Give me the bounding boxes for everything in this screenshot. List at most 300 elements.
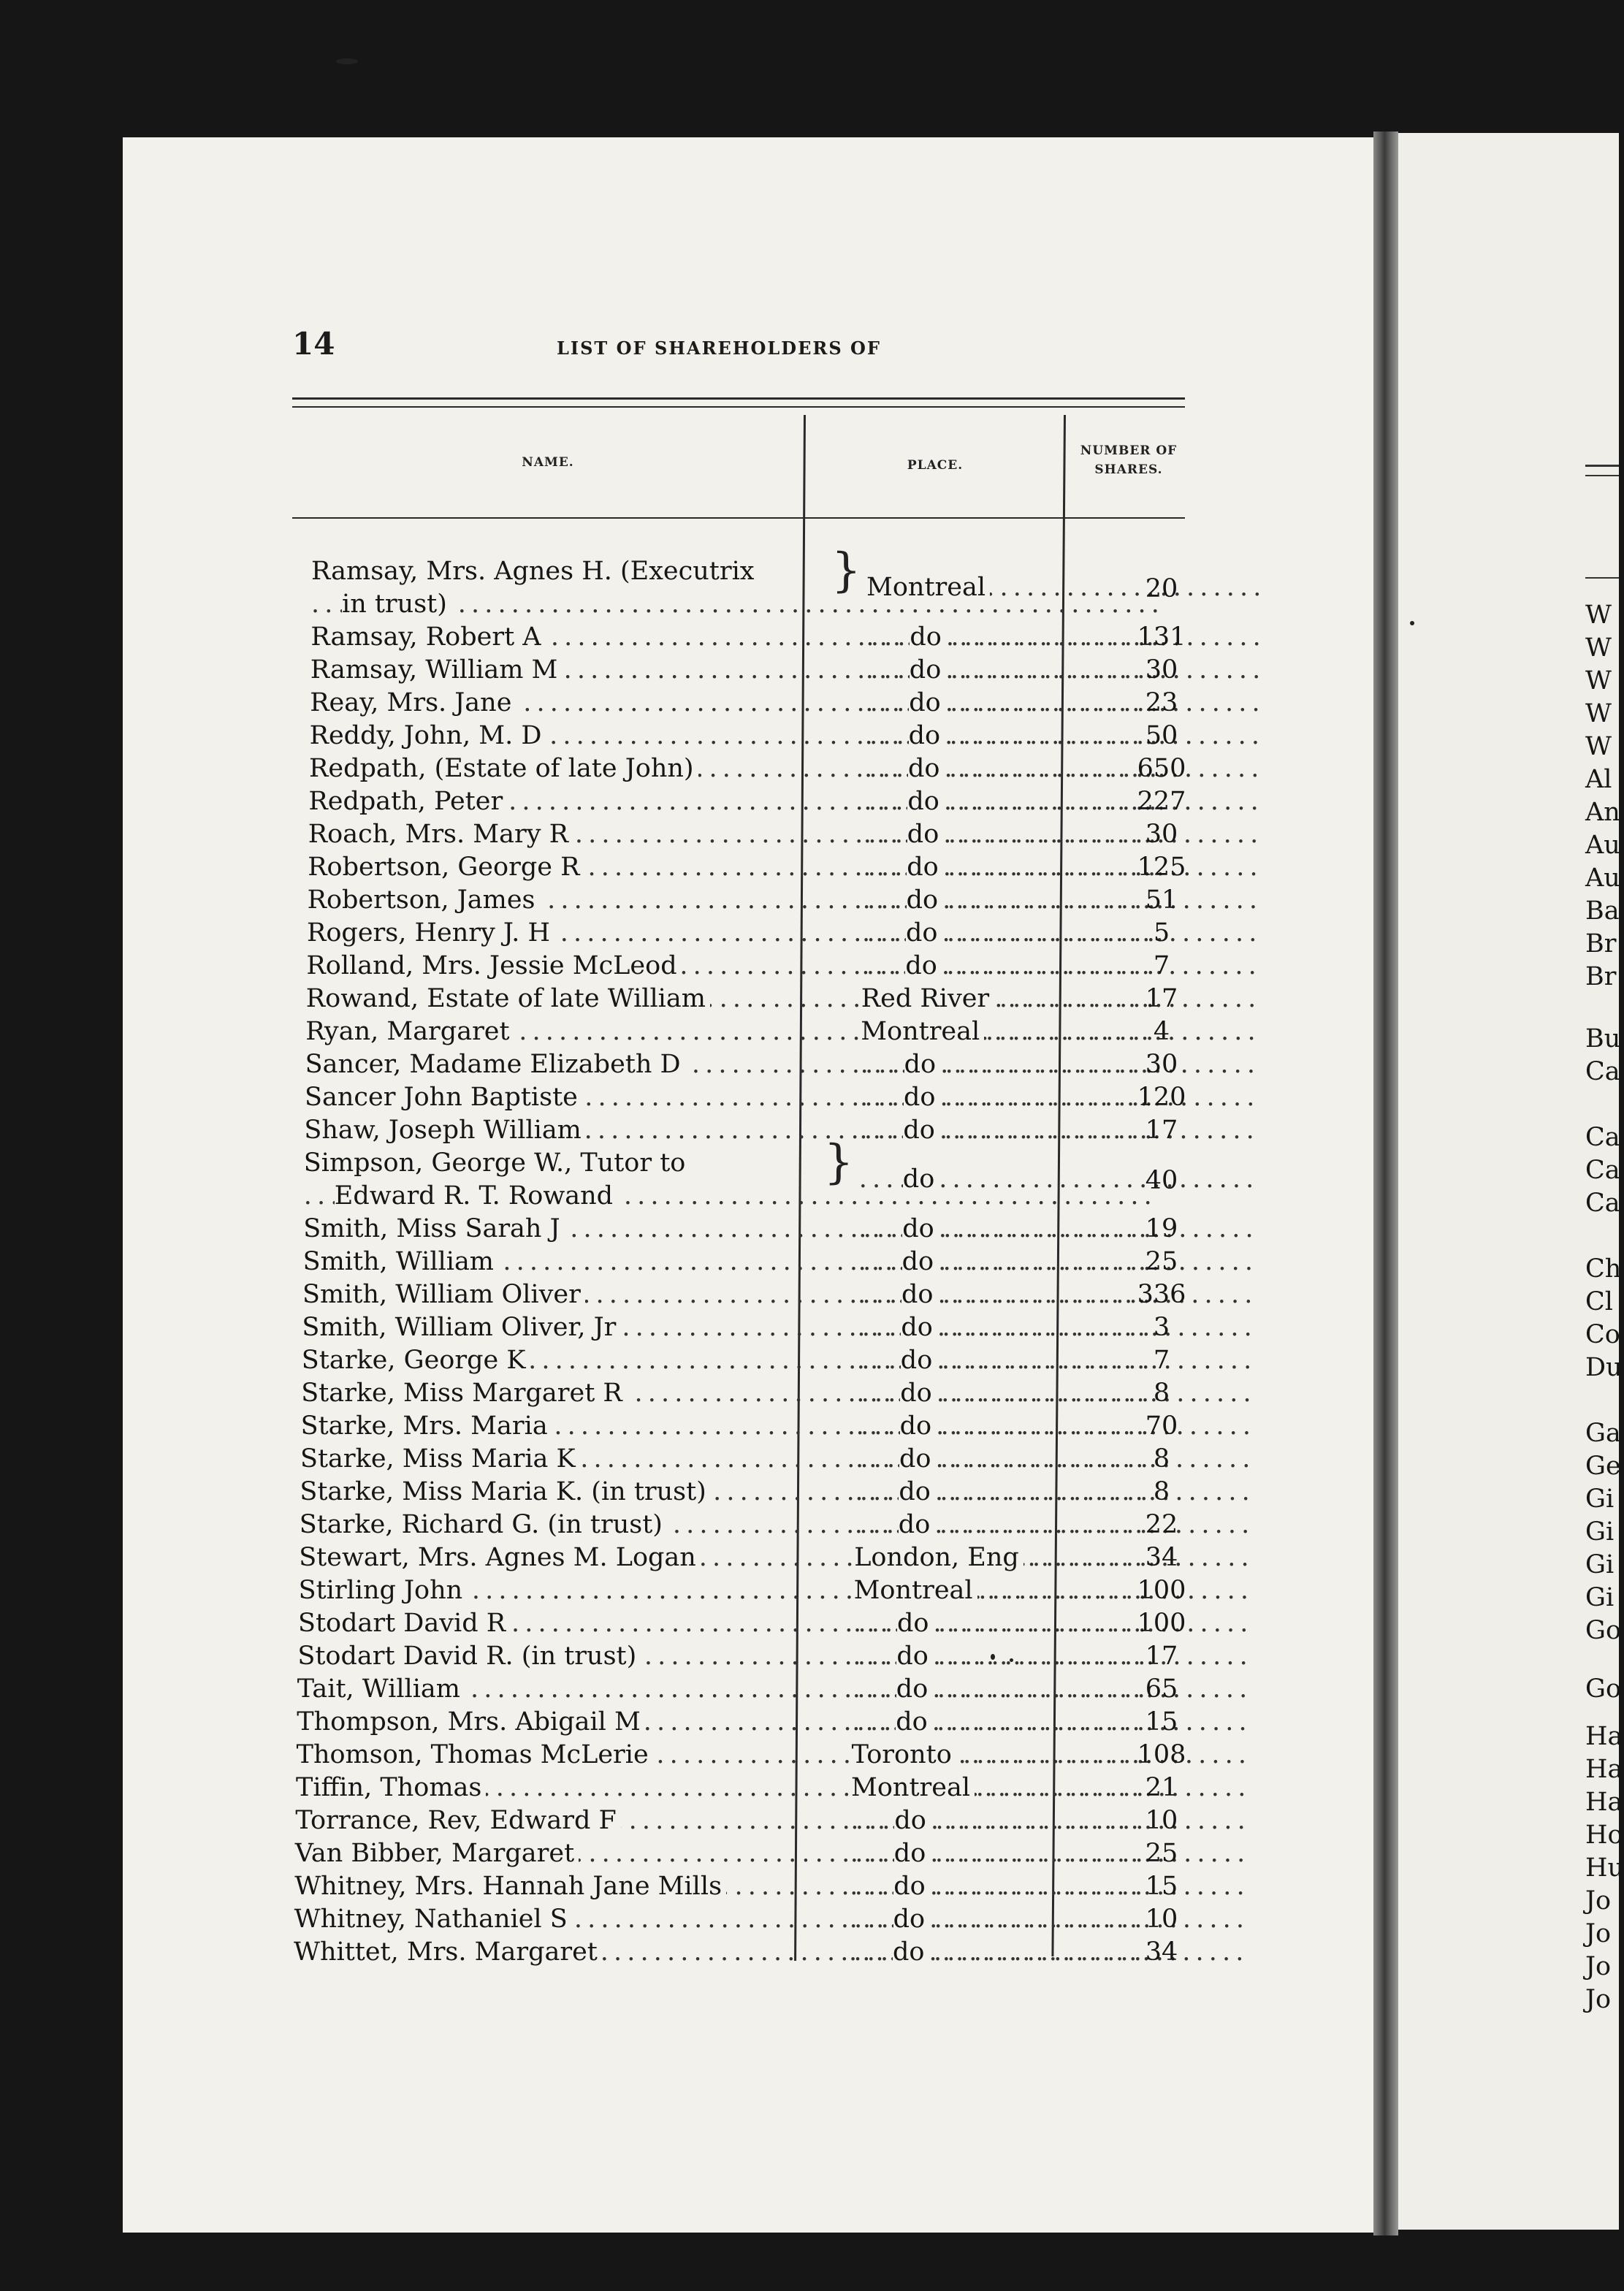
shareholder-name-text: Rolland, Mrs. Jessie McLeod <box>306 951 681 980</box>
table-row <box>301 1410 1251 1443</box>
shareholder-shares: 131 <box>1137 622 1186 652</box>
shareholder-shares: 19 <box>1145 1214 1178 1243</box>
shareholder-name <box>301 1377 836 1410</box>
shareholder-place-text: do <box>901 1346 937 1375</box>
shareholder-name-text: Stewart, Mrs. Agnes M. Logan <box>299 1543 701 1572</box>
shareholder-place <box>857 1311 1105 1344</box>
table-row <box>304 1114 1254 1147</box>
column-header-shares-line1: NUMBER OF <box>1080 443 1178 458</box>
shareholder-name-text: Thomson, Thomas McLerie <box>297 1740 653 1769</box>
shareholder-place <box>857 1344 1105 1377</box>
shareholder-name-text: Sancer, Madame Elizabeth D <box>305 1050 685 1079</box>
shareholder-name <box>306 983 841 1015</box>
facing-page-fragment: Ge <box>1585 1452 1621 1481</box>
running-head: LIST OF SHAREHOLDERS OF <box>557 338 881 359</box>
shareholder-name-text: Smith, William Oliver, Jr <box>302 1313 620 1342</box>
shareholder-name-text: Whitney, Mrs. Hannah Jane Mills <box>294 1872 726 1901</box>
shareholder-name-text: Starke, Mrs. Maria <box>301 1411 552 1441</box>
shareholder-name <box>302 1278 837 1311</box>
shareholder-shares: 30 <box>1145 1050 1178 1079</box>
shareholder-shares: 65 <box>1145 1674 1178 1704</box>
facing-page-fragment: Au <box>1585 831 1620 860</box>
shareholder-place <box>854 1541 1102 1574</box>
shareholder-shares: 23 <box>1145 688 1178 717</box>
shareholder-shares: 108 <box>1137 1740 1186 1769</box>
shareholder-place <box>861 1015 1109 1048</box>
column-header-name: NAME. <box>522 455 574 470</box>
shareholder-place-text: London, Eng <box>854 1543 1023 1572</box>
shareholder-shares: 51 <box>1145 885 1178 915</box>
facing-page-fragment: Jo <box>1585 1919 1612 1948</box>
shareholder-shares: 34 <box>1145 1543 1178 1572</box>
facing-page-fragment: Co <box>1585 1320 1620 1349</box>
column-header-shares <box>1067 441 1191 479</box>
facing-page-fragment: Ca <box>1585 1189 1620 1218</box>
table-row <box>308 884 1257 917</box>
book-gutter <box>1373 131 1398 2235</box>
shareholder-place-text: do <box>907 787 943 816</box>
shareholder-shares: 15 <box>1145 1707 1178 1737</box>
shareholder-name-text: Tiffin, Thomas <box>296 1773 486 1802</box>
shareholder-shares: 50 <box>1145 721 1178 750</box>
top-double-rule-upper <box>292 397 1185 400</box>
shareholder-name-text: Van Bibber, Margaret <box>295 1839 579 1868</box>
shareholder-shares: 5 <box>1153 918 1170 948</box>
facing-page-fragment: W <box>1585 633 1612 663</box>
shareholder-place <box>852 1739 1100 1772</box>
facing-page-fragment: An <box>1585 798 1620 827</box>
shareholder-name <box>309 752 844 785</box>
shareholder-name-text: Starke, Miss Maria K <box>300 1444 580 1474</box>
table-row <box>300 1443 1250 1476</box>
shareholder-shares: 30 <box>1145 655 1178 685</box>
shareholder-name <box>307 917 842 950</box>
table-row <box>302 1278 1252 1311</box>
shareholder-place-text: Red River <box>861 984 994 1013</box>
facing-page-fragment: Br <box>1585 962 1617 991</box>
shareholder-name <box>294 1903 829 1936</box>
shareholder-place-text: do <box>899 1510 934 1539</box>
shareholder-name-text: Rogers, Henry J. H <box>307 918 554 948</box>
shareholder-place-text: do <box>902 1247 938 1276</box>
shareholder-place <box>866 621 1114 654</box>
shareholder-shares: 650 <box>1137 754 1186 783</box>
table-row <box>311 544 1261 621</box>
shareholder-place <box>850 1870 1098 1903</box>
shareholder-name <box>302 1311 836 1344</box>
shareholder-shares: 227 <box>1137 787 1186 816</box>
shareholder-shares: 40 <box>1145 1166 1178 1195</box>
shareholder-place <box>865 687 1113 720</box>
brace-glyph: } <box>831 544 861 598</box>
shareholder-name <box>308 884 842 917</box>
shareholder-name <box>305 1048 840 1081</box>
shareholder-place-text: do <box>909 721 945 750</box>
shareholder-shares: 7 <box>1153 1346 1170 1375</box>
shareholder-name-line2: Edward R. T. Rowand <box>335 1181 617 1211</box>
table-row <box>308 785 1258 818</box>
shareholder-shares: 21 <box>1145 1773 1178 1802</box>
facing-page-fragment: Cl <box>1585 1287 1613 1316</box>
shareholder-shares: 17 <box>1145 1642 1178 1671</box>
shareholder-name-line1: Ramsay, Mrs. Agnes H. (Executrix <box>311 557 759 586</box>
facing-page-fragment: Ba <box>1585 896 1620 926</box>
shareholder-place <box>864 785 1112 818</box>
shareholder-place <box>866 571 1115 604</box>
table-row <box>305 1048 1255 1081</box>
shareholder-place-text: do <box>900 1379 936 1408</box>
shareholder-shares: 125 <box>1137 853 1186 882</box>
shareholder-shares: 4 <box>1153 1017 1170 1046</box>
shareholder-place <box>856 1377 1105 1410</box>
facing-page-fragment: Gi <box>1585 1484 1615 1514</box>
table-row <box>310 687 1259 720</box>
top-double-rule-lower <box>292 406 1185 408</box>
table-row <box>295 1804 1245 1837</box>
shareholder-name-text: Sancer John Baptiste <box>305 1083 582 1112</box>
shareholder-place <box>866 654 1114 687</box>
shareholder-place-text: Montreal <box>854 1576 977 1605</box>
facing-page-fragment: Ch <box>1585 1254 1622 1284</box>
facing-page-fragment: Go <box>1585 1616 1622 1645</box>
shareholder-place-text: do <box>910 655 945 685</box>
shareholder-place <box>864 818 1112 851</box>
shareholder-place-text: do <box>909 688 945 717</box>
shareholder-name-text: Stodart David R. (in trust) <box>297 1642 641 1671</box>
facing-page-fragment: W <box>1585 666 1612 695</box>
shareholder-name <box>308 818 843 851</box>
shareholder-place <box>854 1574 1102 1607</box>
table-row <box>296 1772 1246 1804</box>
shareholder-place <box>859 1114 1108 1147</box>
shareholder-place <box>858 1246 1107 1278</box>
table-row <box>310 720 1259 752</box>
shareholder-place-text: Montreal <box>861 1017 984 1046</box>
table-row <box>310 621 1260 654</box>
shareholder-shares: 34 <box>1145 1937 1178 1967</box>
facing-page-fragment: Hu <box>1585 1853 1624 1883</box>
shareholder-name-text: Starke, George K <box>302 1346 530 1375</box>
table-row <box>306 950 1256 983</box>
shareholder-name <box>303 1213 838 1246</box>
table-row <box>302 1344 1251 1377</box>
table-row <box>310 654 1260 687</box>
shareholder-place-text: do <box>894 1839 930 1868</box>
table-row <box>300 1509 1249 1541</box>
shareholder-shares: 8 <box>1153 1444 1170 1474</box>
facing-page-fragment: Bu <box>1585 1024 1621 1053</box>
shareholder-name <box>303 1246 838 1278</box>
shareholder-shares: 7 <box>1153 951 1170 980</box>
shareholder-name <box>304 1147 839 1213</box>
shareholder-place-text: do <box>901 1280 937 1309</box>
table-row <box>308 851 1257 884</box>
table-row <box>294 1870 1244 1903</box>
shareholder-name-text: Reay, Mrs. Jane <box>310 688 516 717</box>
shareholder-place-text: do <box>910 622 945 652</box>
shareholder-place-text: do <box>896 1674 932 1704</box>
facing-page-fragment: W <box>1585 732 1612 761</box>
shareholder-name <box>297 1706 831 1739</box>
shareholder-name-text: Roach, Mrs. Mary R <box>308 820 573 849</box>
shareholder-place <box>860 1081 1108 1114</box>
shareholder-name <box>295 1804 830 1837</box>
paper-speck <box>1410 621 1414 625</box>
table-row <box>309 752 1259 785</box>
shareholder-place-text: do <box>907 820 943 849</box>
shareholder-place-text: do <box>896 1707 931 1737</box>
shareholder-name <box>310 621 845 654</box>
shareholder-name-text: Redpath, (Estate of late John) <box>309 754 698 783</box>
shareholder-place <box>849 1936 1097 1969</box>
shareholder-place <box>856 1410 1105 1443</box>
shareholder-name-text: Whitney, Nathaniel S <box>294 1905 572 1934</box>
facing-page-fragment: Jo <box>1585 1985 1612 2014</box>
shareholder-place <box>853 1607 1102 1640</box>
shareholder-place <box>861 983 1110 1015</box>
brace-glyph: } <box>823 1135 854 1189</box>
shareholder-place-text: do <box>903 1164 939 1194</box>
shareholder-name <box>306 950 841 983</box>
table-row <box>307 917 1257 950</box>
shareholder-place <box>865 720 1113 752</box>
facing-page-fragment: Ha <box>1585 1722 1623 1751</box>
shareholder-name-text: Torrance, Rev, Edward F <box>295 1806 620 1835</box>
shareholder-shares: 15 <box>1145 1872 1178 1901</box>
facing-page-rule <box>1585 475 1619 476</box>
shareholder-name-text: Smith, Miss Sarah J <box>303 1214 564 1243</box>
shareholder-place <box>853 1640 1101 1673</box>
table-row <box>303 1246 1253 1278</box>
column-header-shares-line2: SHARES. <box>1094 462 1163 477</box>
facing-page-fragment: Ca <box>1585 1123 1620 1152</box>
shareholder-shares: 8 <box>1153 1379 1170 1408</box>
shareholder-shares: 25 <box>1145 1839 1178 1868</box>
shareholder-place-text: do <box>904 1050 940 1079</box>
shareholder-shares: 10 <box>1145 1905 1178 1934</box>
shareholder-name <box>297 1673 832 1706</box>
shareholder-shares: 120 <box>1137 1083 1186 1112</box>
shareholder-place-text: do <box>907 853 942 882</box>
shareholder-name <box>298 1607 833 1640</box>
facing-page-fragment: Ha <box>1585 1755 1623 1784</box>
facing-page-fragment: Ho <box>1585 1821 1623 1850</box>
shareholder-place-text: do <box>894 1806 930 1835</box>
table-row <box>305 1081 1254 1114</box>
paper-speck <box>1010 1658 1013 1662</box>
shareholder-place-text: do <box>893 1937 929 1967</box>
shareholder-shares: 20 <box>1145 574 1178 603</box>
shareholder-name-text: Tait, William <box>297 1674 465 1704</box>
shareholder-shares: 22 <box>1145 1510 1178 1539</box>
shareholder-place-text: do <box>902 1214 938 1243</box>
shareholder-place <box>858 1278 1106 1311</box>
shareholder-name-text: Starke, Miss Margaret R <box>301 1379 627 1408</box>
facing-page-fragment: Go <box>1585 1674 1622 1704</box>
shareholder-name <box>299 1541 834 1574</box>
shareholder-name-text: Rowand, Estate of late William <box>306 984 710 1013</box>
header-bottom-rule <box>292 517 1185 519</box>
shareholder-name-text: Thompson, Mrs. Abigail M <box>297 1707 645 1737</box>
table-row <box>308 818 1258 851</box>
table-row <box>295 1837 1245 1870</box>
shareholder-name-line1: Simpson, George W., Tutor to <box>304 1148 690 1178</box>
shareholder-name <box>297 1640 832 1673</box>
paper-speck <box>991 1654 995 1660</box>
shareholder-name <box>310 720 845 752</box>
facing-page-fragment: Al <box>1585 765 1612 794</box>
table-row <box>298 1607 1248 1640</box>
shareholder-name <box>308 785 843 818</box>
shareholder-name <box>310 654 845 687</box>
shareholder-name-text: Stirling John <box>299 1576 468 1605</box>
table-row <box>299 1574 1249 1607</box>
shareholder-place-text: do <box>893 1872 929 1901</box>
table-row <box>303 1135 1254 1213</box>
facing-page-rule <box>1585 465 1619 467</box>
shareholder-shares: 70 <box>1145 1411 1178 1441</box>
facing-page-fragment: Jo <box>1585 1886 1612 1915</box>
shareholder-name <box>299 1574 834 1607</box>
shareholder-place <box>853 1673 1101 1706</box>
shareholder-shares: 17 <box>1145 1116 1178 1145</box>
shareholder-name-text: Whittet, Mrs. Margaret <box>294 1937 602 1967</box>
shareholder-name <box>295 1837 830 1870</box>
table-row <box>302 1311 1251 1344</box>
table-row <box>297 1673 1247 1706</box>
shareholder-place <box>863 884 1111 917</box>
shareholder-place-text: do <box>899 1444 935 1474</box>
shareholder-place-text: do <box>900 1411 936 1441</box>
shareholder-place <box>859 1163 1108 1196</box>
shareholder-place <box>852 1706 1100 1739</box>
shareholder-name <box>304 1114 839 1147</box>
shareholder-name <box>310 687 845 720</box>
shareholder-place <box>858 1213 1107 1246</box>
table-row <box>300 1476 1249 1509</box>
shareholder-name <box>297 1739 831 1772</box>
facing-page-fragment: W <box>1585 699 1612 728</box>
shareholder-name-text: Smith, William <box>303 1247 498 1276</box>
shareholder-place-text: do <box>907 885 942 915</box>
shareholder-place-text: do <box>903 1116 939 1145</box>
shareholder-shares: 100 <box>1137 1609 1186 1638</box>
shareholder-place <box>850 1837 1099 1870</box>
shareholder-name-text: Ramsay, Robert A <box>310 622 545 652</box>
shareholder-shares: 30 <box>1145 820 1178 849</box>
shareholder-place-text: do <box>901 1313 937 1342</box>
shareholder-place-text: do <box>897 1609 933 1638</box>
shareholder-place <box>851 1772 1099 1804</box>
facing-page-fragment: Du <box>1585 1353 1623 1382</box>
facing-page-fragment: Br <box>1585 929 1617 958</box>
facing-page-fragment: Gi <box>1585 1583 1615 1612</box>
shareholder-place-text: do <box>908 754 944 783</box>
shareholder-name-text: Reddy, John, M. D <box>310 721 546 750</box>
shareholder-name <box>294 1936 828 1969</box>
shareholder-name-text: Robertson, James <box>308 885 540 915</box>
shareholder-place-text: do <box>899 1477 934 1506</box>
shareholder-place <box>861 950 1110 983</box>
shareholder-shares: 100 <box>1137 1576 1186 1605</box>
shareholder-place-text: do <box>904 1083 939 1112</box>
shareholder-place <box>855 1476 1103 1509</box>
shareholder-name <box>305 1081 839 1114</box>
shareholder-name <box>308 851 842 884</box>
shareholder-place <box>862 917 1110 950</box>
shareholder-name-text: Starke, Miss Maria K. (in trust) <box>300 1477 710 1506</box>
facing-page-fragment: Au <box>1585 864 1620 893</box>
shareholder-place-text: do <box>893 1905 929 1934</box>
facing-page-fragment: Gi <box>1585 1517 1615 1547</box>
shareholder-place <box>850 1903 1098 1936</box>
shareholder-name <box>311 555 846 621</box>
shareholder-place-text: do <box>906 918 942 948</box>
shareholder-name-text: Starke, Richard G. (in trust) <box>300 1510 667 1539</box>
table-row <box>297 1640 1247 1673</box>
shareholder-name <box>300 1476 834 1509</box>
shareholder-place <box>855 1443 1104 1476</box>
shareholder-name-text: Stodart David R <box>298 1609 510 1638</box>
shareholder-shares: 25 <box>1145 1247 1178 1276</box>
paper-speck <box>336 58 358 64</box>
shareholder-name-text: Ryan, Margaret <box>305 1017 514 1046</box>
facing-page-fragment: Ga <box>1585 1419 1621 1448</box>
shareholder-shares: 8 <box>1153 1477 1170 1506</box>
shareholder-place <box>850 1804 1099 1837</box>
table-row <box>294 1936 1243 1969</box>
page-number: 14 <box>292 326 335 362</box>
table-row <box>294 1903 1244 1936</box>
shareholder-place <box>864 752 1113 785</box>
facing-page-fragment: Ha <box>1585 1788 1623 1817</box>
facing-page-fragment: Ca <box>1585 1057 1620 1086</box>
shareholder-shares: 336 <box>1137 1280 1186 1309</box>
shareholder-name-line2: in trust) <box>342 590 451 619</box>
shareholder-name <box>300 1443 835 1476</box>
shareholder-place-text: do <box>896 1642 932 1671</box>
shareholder-name-text: Robertson, George R <box>308 853 584 882</box>
facing-page-fragment: Ca <box>1585 1156 1620 1185</box>
table-row <box>297 1706 1246 1739</box>
shareholder-name-text: Ramsay, William M <box>310 655 563 685</box>
shareholder-place-text: Montreal <box>851 1773 975 1802</box>
column-header-place: PLACE. <box>907 458 964 473</box>
table-row <box>301 1377 1251 1410</box>
shareholder-place-text: Toronto <box>852 1740 956 1769</box>
table-row <box>305 1015 1255 1048</box>
shareholder-place <box>855 1509 1103 1541</box>
facing-page-fragment: Jo <box>1585 1952 1612 1981</box>
shareholder-name <box>302 1344 836 1377</box>
shareholder-name <box>300 1509 834 1541</box>
shareholder-place <box>861 1048 1109 1081</box>
table-row <box>297 1739 1246 1772</box>
table-row <box>303 1213 1253 1246</box>
facing-page-rule <box>1585 577 1619 579</box>
shareholder-place-text: Montreal <box>866 573 990 602</box>
table-row <box>306 983 1256 1015</box>
shareholder-name <box>296 1772 831 1804</box>
shareholder-name-text: Redpath, Peter <box>308 787 507 816</box>
shareholder-name <box>294 1870 829 1903</box>
facing-page-fragment: Gi <box>1585 1550 1615 1579</box>
shareholder-name <box>305 1015 840 1048</box>
shareholder-shares: 3 <box>1153 1313 1170 1342</box>
shareholder-name-text: Shaw, Joseph William <box>304 1116 585 1145</box>
shareholder-name <box>301 1410 836 1443</box>
facing-page-fragment: W <box>1585 601 1612 630</box>
